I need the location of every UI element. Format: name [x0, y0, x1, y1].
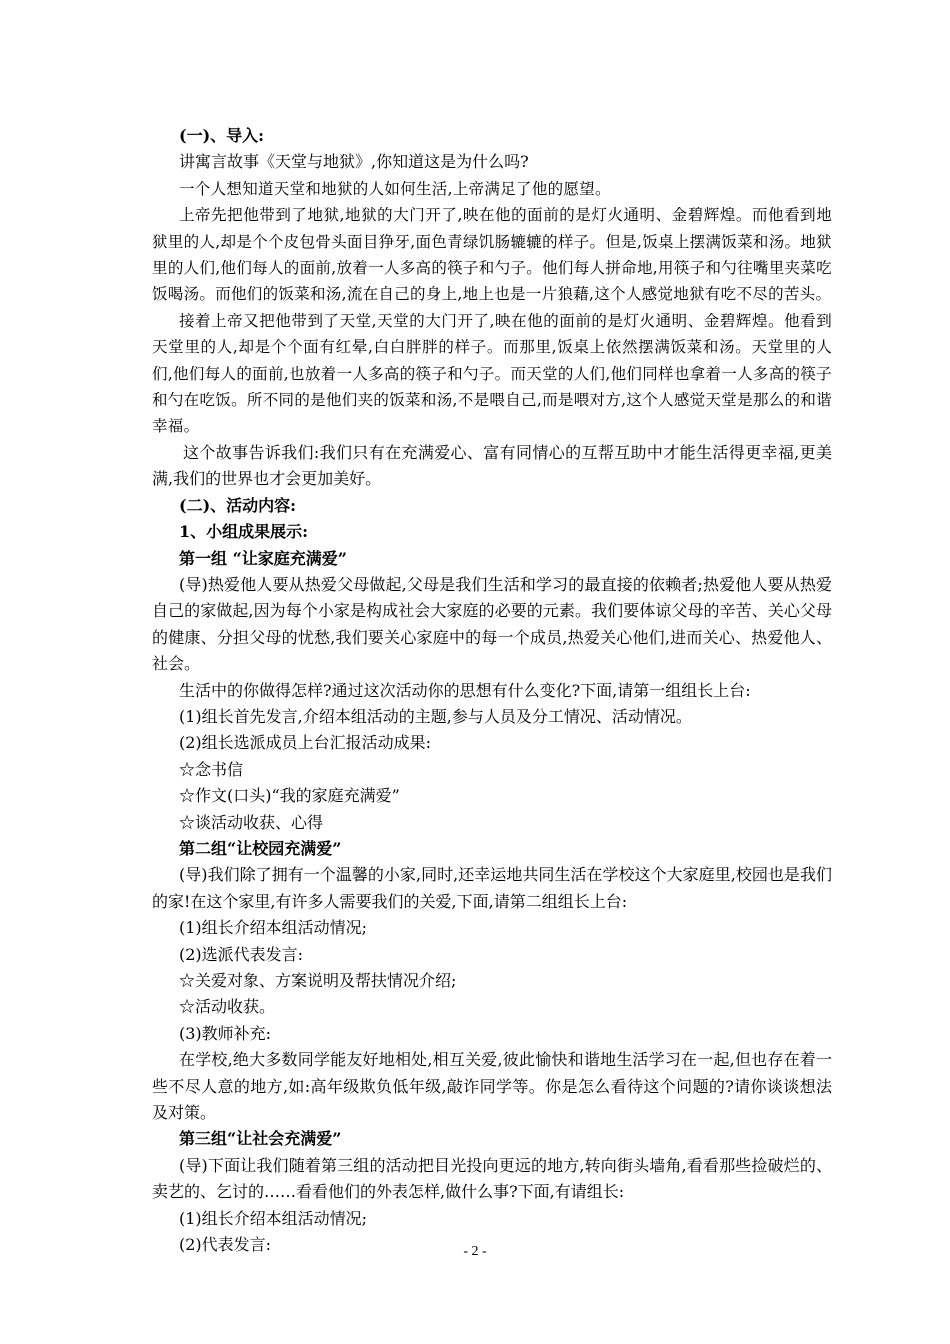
group-title: 第三组“让社会充满爱” [179, 1129, 342, 1149]
list-item: (1)组长首先发言,介绍本组活动的主题,参与人员及分工情况、活动情况。 [179, 706, 692, 726]
paragraph: 在学校,绝大多数同学能友好地相处,相互关爱,彼此愉快和谐地生活学习在一起,但也存在着一些不尽人意的地方,如:高年级欺负低年级,敲诈同学等。你是怎么看待这个问题的?请你谈谈想法及对策。 [152, 1050, 832, 1123]
list-item: (2)选派代表发言: [179, 944, 304, 964]
list-item: (1)组长介绍本组活动情况; [179, 918, 368, 938]
list-item: (1)组长介绍本组活动情况; [179, 1208, 368, 1228]
intro-question: 讲寓言故事《天堂与地狱》,你知道这是为什么吗? [179, 152, 529, 172]
star-item: ☆活动收获。 [179, 997, 276, 1017]
story-paragraph: 上帝先把他带到了地狱,地狱的大门开了,映在他的面前的是灯火通明、金碧辉煌。而他看到地狱里的人,却是个个皮包骨头面目狰牙,面色青绿饥肠辘辘的样子。但是,饭桌上摆满饭菜和汤。地狱里的人们,他们每人的面前,放着一人多高的筷子和勺子。他们每人拼命地,用筷子和勺往嘴里夹菜吃饭喝汤。而他们的饭菜和汤,流在自己的身上,地上也是一片狼藉,这个人感觉地狱有吃不尽的苦头。 [152, 206, 832, 304]
star-item: ☆作文(口头)“我的家庭充满爱” [179, 786, 400, 806]
group-title: 第二组“让校园充满爱” [179, 838, 342, 858]
story-paragraph: 接着上帝又把他带到了天堂,天堂的大门开了,映在他的面前的是灯火通明、金碧辉煌。他看到天堂里的人,却是个个面有红晕,白白胖胖的样子。而那里,饭桌上依然摆满饭菜和汤。天堂里的人们,他们每人的面前,也放着一人多高的筷子和勺子。而天堂的人们,他们同样也拿着一人多高的筷子和勺在吃饭。所不同的是他们夹的饭菜和汤,不是喂自己,而是喂对方,这个人感觉天堂是那么的和谐幸福。 [152, 311, 832, 436]
section-heading-activity: (二)、活动内容: [179, 495, 297, 515]
group-title: 第一组 “让家庭充满爱” [179, 548, 347, 568]
paragraph: 生活中的你做得怎样?通过这次活动你的思想有什么变化?下面,请第一组组长上台: [179, 680, 751, 700]
star-item: ☆念书信 [179, 759, 244, 779]
section-heading-intro: (一)、导入: [179, 126, 265, 145]
list-item: (3)教师补充: [179, 1023, 272, 1043]
list-item: (2)代表发言: [179, 1235, 272, 1255]
star-item: ☆关爱对象、方案说明及帮扶情况介绍; [179, 971, 457, 990]
paragraph: (导)我们除了拥有一个温馨的小家,同时,还幸运地共同生活在学校这个大家庭里,校园也是我们的家!在这个家里,有许多人需要我们的关爱,下面,请第二组组长上台: [152, 865, 832, 911]
paragraph: (导)热爱他人要从热爱父母做起,父母是我们生活和学习的最直接的依赖者;热爱他人要从热爱自己的家做起,因为每个小家是构成社会大家庭的必要的元素。我们要体谅父母的辛苦、关心父母的健康、分担父母的忧愁,我们要关心家庭中的每一个成员,热爱关心他们,进而关心、热爱他人、社会。 [152, 574, 832, 674]
subsection-heading: 1、小组成果展示: [179, 522, 309, 542]
list-item: (2)组长选派成员上台汇报活动成果: [179, 733, 432, 753]
story-paragraph: 一个人想知道天堂和地狱的人如何生活,上帝满足了他的愿望。 [179, 179, 611, 198]
story-moral: 这个故事告诉我们:我们只有在充满爱心、富有同情心的互帮互助中才能生活得更幸福,更美满,我们的世界也才会更加美好。 [152, 442, 832, 489]
star-item: ☆谈活动收获、心得 [179, 812, 324, 832]
document-body [152, 123, 832, 1258]
paragraph: (导)下面让我们随着第三组的活动把目光投向更远的地方,转向街头墙角,看看那些捡破烂的、卖艺的、乞讨的……看看他们的外表怎样,做什么事?下面,有请组长: [152, 1155, 832, 1202]
page-number: - 2 - [463, 1244, 487, 1259]
